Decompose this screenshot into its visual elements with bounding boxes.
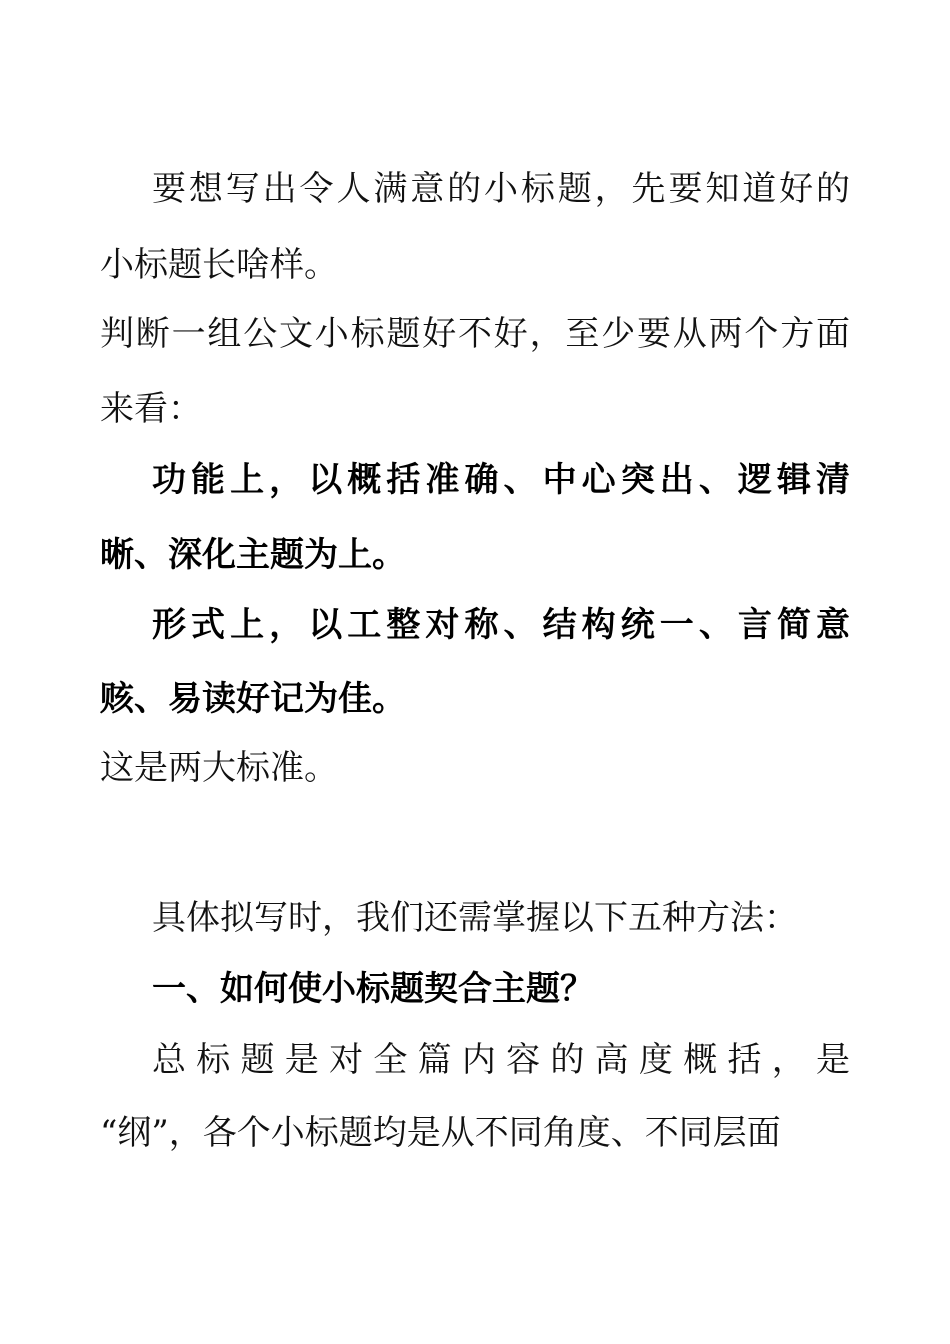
paragraph-body-line-2: “纲”，各个小标题均是从不同角度、不同层面 bbox=[100, 1113, 781, 1153]
paragraph-function-line-2: 晰、深化主题为上。 bbox=[100, 535, 406, 575]
paragraph-judge-line-2: 来看： bbox=[100, 389, 202, 429]
paragraph-standards: 这是两大标准。 bbox=[100, 748, 338, 788]
paragraph-methods-intro: 具体拟写时，我们还需掌握以下五种方法： bbox=[152, 898, 798, 938]
paragraph-judge-line-1: 判断一组公文小标题好不好，至少要从两个方面 bbox=[100, 314, 850, 354]
paragraph-intro-line-2: 小标题长啥样。 bbox=[100, 245, 338, 285]
paragraph-function-line-1: 功能上，以概括准确、中心突出、逻辑清 bbox=[152, 460, 850, 500]
paragraph-body-line-1: 总标题是对全篇内容的高度概括，是 bbox=[152, 1040, 850, 1080]
paragraph-intro-line-1: 要想写出令人满意的小标题，先要知道好的 bbox=[152, 169, 850, 209]
paragraph-form-line-2: 赅、易读好记为佳。 bbox=[100, 679, 406, 719]
paragraph-form-line-1: 形式上，以工整对称、结构统一、言简意 bbox=[152, 605, 850, 645]
section-heading-1: 一、如何使小标题契合主题？ bbox=[152, 969, 594, 1009]
